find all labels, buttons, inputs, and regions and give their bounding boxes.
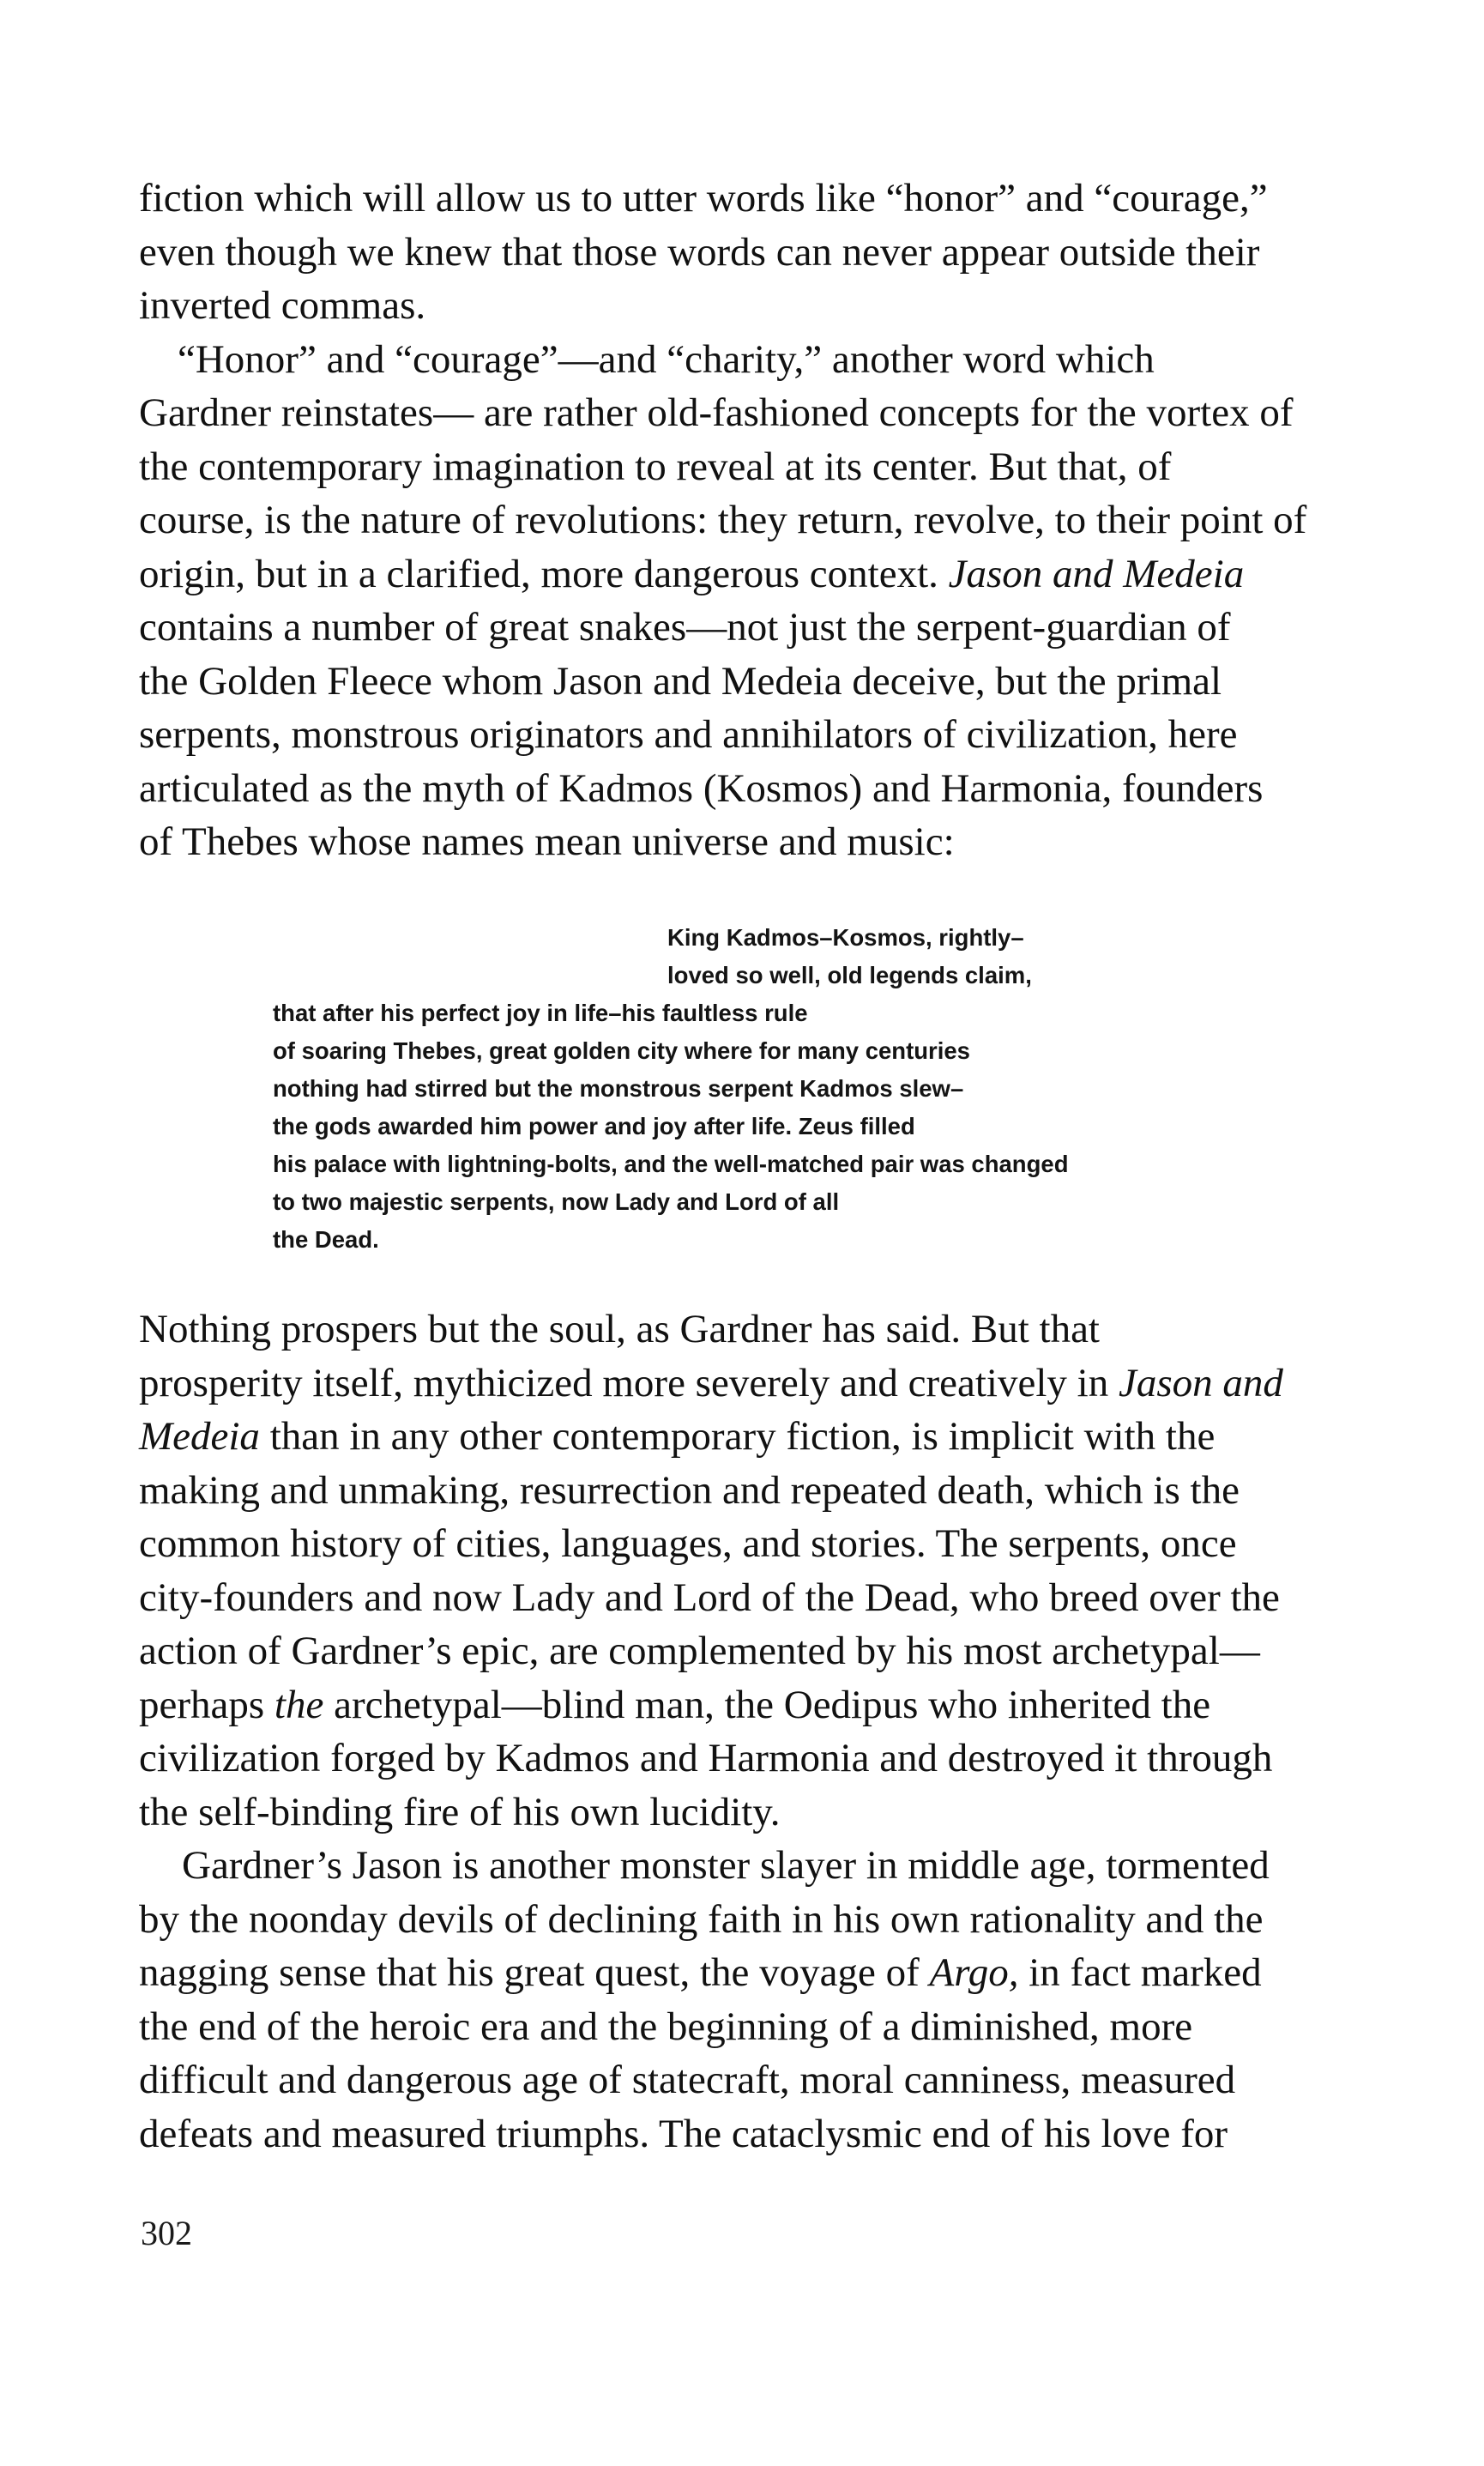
text-line: fiction which will allow us to utter words like “honor” and “courage,” (139, 176, 1268, 221)
text-line: contains a number of great snakes—not just the serpent-guardian of (139, 605, 1231, 650)
text-run: than in any other contemporary fiction, is implicit with the (269, 1414, 1216, 1459)
book-title: Medeia (139, 1414, 260, 1459)
text-line: action of Gardner’s epic, are complemented by his most archetypal— (139, 1629, 1260, 1673)
upper-text (139, 172, 1357, 869)
lower-text (139, 1303, 1357, 2161)
text-line: the contemporary imagination to reveal at its center. But that, of (139, 444, 1172, 489)
verse-line: of soaring Thebes, great golden city where for many centuries (273, 1037, 970, 1064)
text-line: making and unmaking, resurrection and repeated death, which is the (139, 1467, 1240, 1513)
text-run: nagging sense that his great quest, the voyage of (139, 1950, 920, 1995)
text-line: Nothing prospers but the soul, as Gardner has said. But that (139, 1307, 1100, 1351)
text-line: course, is the nature of revolutions: they return, revolve, to their point of (139, 498, 1307, 542)
text-line: the end of the heroic era and the beginning of a diminished, more (139, 2004, 1193, 2049)
ship-name: Argo, (929, 1950, 1019, 1995)
text-run: perhaps (139, 1682, 265, 1727)
verse-line: the Dead. (273, 1226, 379, 1253)
text-run: origin, but in a clarified, more dangerous context. (139, 551, 938, 596)
text-run: archetypal—blind man, the Oedipus who inherited the (334, 1682, 1211, 1727)
text-line: even though we knew that those words can never appear outside their (139, 229, 1260, 275)
text-line (139, 1946, 1357, 2000)
text-run: prosperity itself, mythicized more severely and creatively in (139, 1360, 1109, 1405)
verse-line: nothing had stirred but the monstrous serpent Kadmos slew– (273, 1075, 964, 1102)
text-line: city-founders and now Lady and Lord of the Dead, who breed over the (139, 1574, 1280, 1620)
text-line: difficult and dangerous age of statecraft, moral canniness, measured (139, 2058, 1236, 2102)
page-number: 302 (141, 2214, 192, 2252)
text-line (139, 1678, 1357, 1732)
text-line: of Thebes whose names mean universe and music: (139, 819, 955, 864)
text-line: Gardner’s Jason is another monster slayer in middle age, tormented (182, 1843, 1270, 1888)
text-line: inverted commas. (139, 283, 426, 328)
book-title: Jason and (1118, 1360, 1283, 1405)
text-run: in fact marked (1029, 1950, 1262, 1995)
text-line: serpents, monstrous originators and annihilators of civilization, here (139, 712, 1238, 757)
text-line: the Golden Fleece whom Jason and Medeia deceive, but the primal (139, 658, 1222, 704)
verse-line: to two majestic serpents, now Lady and Lord of all (273, 1188, 840, 1215)
verse-line: loved so well, old legends claim, (667, 962, 1032, 988)
text-line: articulated as the myth of Kadmos (Kosmos) and Harmonia, founders (139, 765, 1264, 811)
text-line: defeats and measured triumphs. The cataclysmic end of his love for (139, 2111, 1228, 2156)
verse-line: the gods awarded him power and joy after life. Zeus filled (273, 1113, 915, 1139)
text-line: common history of cities, languages, and stories. The serpents, once (139, 1521, 1237, 1566)
text-line (139, 1357, 1357, 1411)
text-line: Gardner reinstates— are rather old-fashioned concepts for the vortex of (139, 390, 1294, 435)
verse-line: King Kadmos–Kosmos, rightly– (667, 924, 1024, 951)
verse-line: his palace with lightning-bolts, and the well-matched pair was changed (273, 1151, 1069, 1177)
book-title: Jason and Medeia (948, 551, 1245, 596)
text-line: the self-binding fire of his own lucidity. (139, 1789, 781, 1834)
text-line: “Honor” and “courage”—and “charity,” another word which (178, 336, 1155, 382)
text-line: by the noonday devils of declining faith in his own rationality and the (139, 1896, 1264, 1942)
verse-quotation (273, 919, 1259, 1259)
text-line (139, 1410, 1357, 1464)
text-line: civilization forged by Kadmos and Harmonia and destroyed it through (139, 1736, 1273, 1780)
text-line (139, 547, 1357, 601)
emphasis: the (274, 1682, 324, 1727)
verse-line: that after his perfect joy in life–his faultless rule (273, 1000, 808, 1026)
